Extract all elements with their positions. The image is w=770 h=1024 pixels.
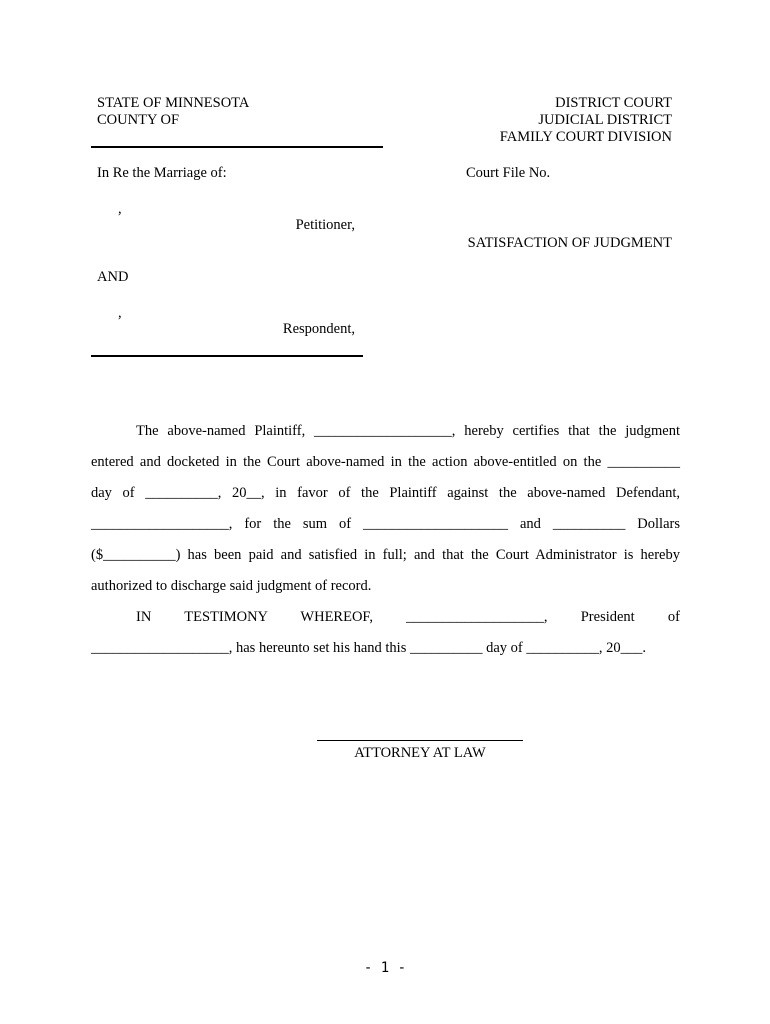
district-label: JUDICIAL DISTRICT bbox=[538, 112, 672, 128]
testimony-line: IN TESTIMONY WHEREOF, ___________________, President of bbox=[136, 609, 680, 625]
body-line: day of __________, 20__, in favor of the Plaintiff against the above-named Defendant, bbox=[91, 485, 680, 501]
body-line: ($__________) has been paid and satisfied in full; and that the Court Administrator is hereby bbox=[91, 547, 680, 563]
court-file-label: Court File No. bbox=[466, 165, 551, 181]
in-re-label: In Re the Marriage of: bbox=[97, 165, 227, 181]
respondent-rule bbox=[91, 355, 363, 357]
body-line: entered and docketed in the Court above-named in the action above-entitled on the __________ bbox=[91, 454, 680, 470]
county-rule bbox=[91, 146, 383, 148]
testimony-line: ___________________, has hereunto set his hand this __________ day of __________, 20___. bbox=[91, 640, 646, 656]
county-label: COUNTY OF bbox=[97, 112, 180, 128]
document-title: SATISFACTION OF JUDGMENT bbox=[467, 235, 672, 251]
respondent-name-blank: , bbox=[118, 305, 122, 321]
body-line: ___________________, for the sum of ____________________ and __________ Dollars bbox=[91, 516, 680, 532]
certification-paragraph bbox=[91, 416, 680, 664]
signature-line bbox=[317, 740, 523, 741]
body-line: The above-named Plaintiff, ___________________, hereby certifies that the judgment bbox=[136, 423, 680, 439]
court-label: DISTRICT COURT bbox=[555, 95, 672, 111]
petitioner-name-blank: , bbox=[118, 201, 122, 217]
body-line: authorized to discharge said judgment of record. bbox=[91, 578, 372, 594]
respondent-label: Respondent, bbox=[282, 321, 355, 337]
attorney-label: ATTORNEY AT LAW bbox=[354, 745, 486, 761]
page-number: - 1 - bbox=[363, 960, 407, 976]
division-label: FAMILY COURT DIVISION bbox=[499, 129, 672, 145]
and-label: AND bbox=[97, 269, 129, 285]
state-label: STATE OF MINNESOTA bbox=[97, 95, 250, 111]
petitioner-label: Petitioner, bbox=[295, 217, 355, 233]
